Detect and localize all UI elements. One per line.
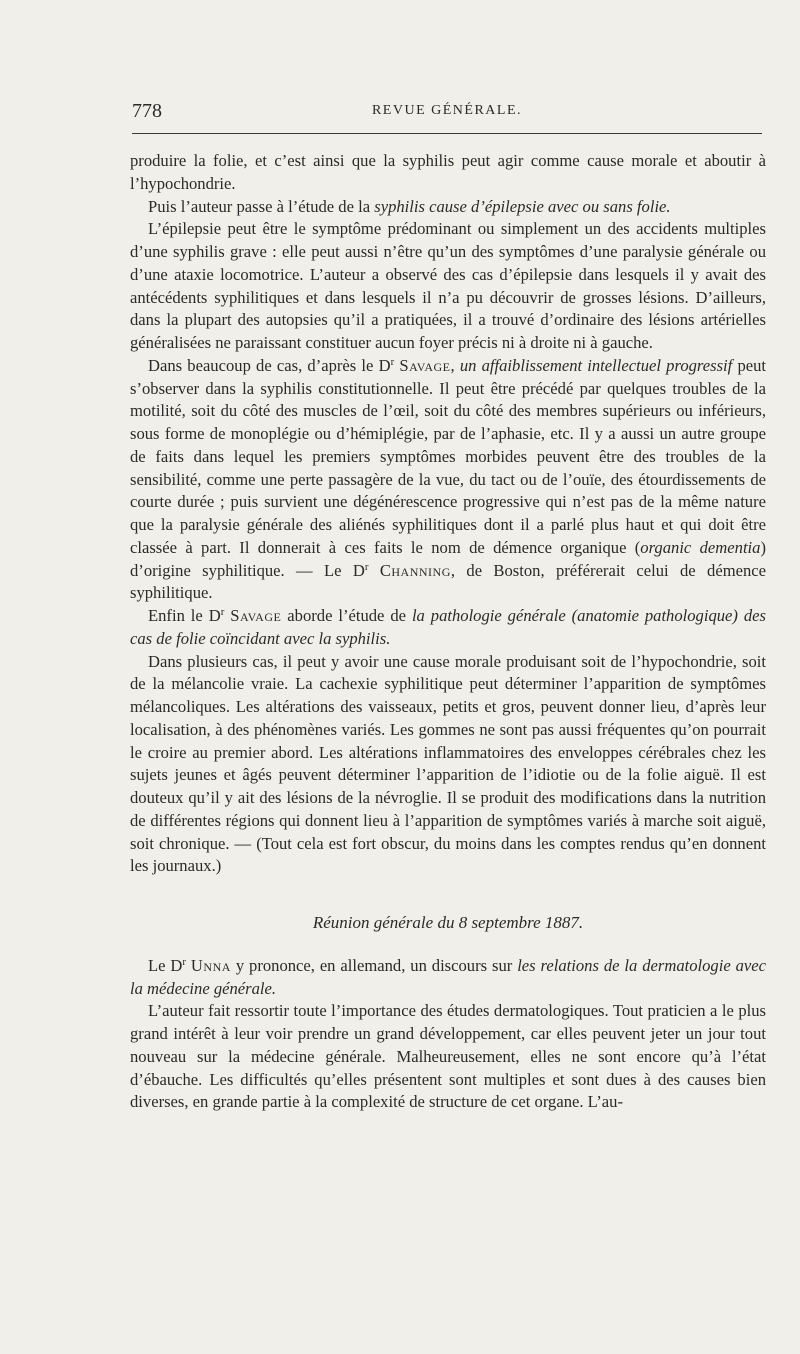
text-run: Puis l’auteur passe à l’étude de la [148,196,375,216]
text-run: , [450,355,460,375]
text-run: produire la folie, et c’est ainsi que la syphilis peut agir comme cause morale et aboutir à l’hypochondrie. [130,151,766,193]
author-name: Savage [399,355,451,375]
section-heading [130,912,766,935]
text-run: y prononce, en allemand, un discours sur [230,955,518,975]
page-header [132,100,762,124]
italic-text: syphilis cause d’épilepsie avec ou sans folie. [374,196,671,216]
text-run: aborde l’étude de [281,606,412,625]
text-run: Enfin le D [148,606,221,625]
superscript: r [364,560,369,573]
text-run: L’auteur fait ressortir toute l’importance des études dermatologiques. Tout praticien a le plus grand intérêt à leur voir prendre un grand développement, car elles peuvent jeter un jour tout nouveau sur la médecine générale. Malheureusement, elles ne sont encore qu’à l’état d’ébauche. Les difficultés qu’elles présentent sont multiples et sont dues à des causes bien diverses, en grande partie à la complexité de structure de cet organe. L’au- [130,1001,766,1112]
page-number: 778 [132,100,162,122]
italic-text: les relations de la dermatologie avec la médecine générale. [130,955,767,998]
text-run: peut s’observer dans la syphilis constitutionnelle. Il peut être précédé par quelques troubles de la motilité, soit du côté des muscles de l’œil, soit du côté des membres supérieurs ou inférieurs, sous forme de monoplégie ou d’hémiplégie, par de l’aphasie, etc. Il y a aussi un autre groupe de faits dans lequel les premiers symptômes morbides peuvent être des troubles de la sensibilité, comme une perte passagère de la vue, du tact ou de l’ouïe, des étourdissements de courte durée ; puis survient une dégénérescence progressive qui n’est pas de la même nature que la paralysie générale des aliénés syphilitiques dont il a parlé plus haut et qui doit être classée à part. Il donnerait à ces faits le nom de démence organique ( [130,355,767,557]
italic-text: un affaiblissement intellectuel progressif [459,355,733,375]
paragraph [130,605,766,651]
text-run: L’épilepsie peut être le symptôme prédominant ou simplement un des accidents multiples d’une syphilis grave : elle peut aussi n’être qu’un des symptômes d’une paralysie générale ou d’une ataxie locomotrice. L’auteur a observé des cas d’épilepsie dans lesquels il y avait des antécédents syphilitiques et dans lesquels il n’a pu découvrir de grosses lésions. D’ailleurs, dans la plupart des autopsies qu’il a pratiquées, il a trouvé d’ordinaire des lésions artérielles généralisées ne paraissant constituer aucun foyer précis ni à droite ni à gauche. [130,219,766,352]
body-text [130,150,766,1114]
text-run: Dans beaucoup de cas, d’après le D [148,355,391,375]
paragraph [130,196,766,219]
paragraph [130,150,766,196]
header-rule [132,133,762,134]
text-run: ) d’origine syphilitique. — Le D [130,537,766,580]
superscript: r [220,606,225,619]
author-name: Channing [379,560,451,580]
paragraph [130,218,766,355]
paragraph [130,1000,766,1114]
text-run: , de Boston, préférerait celui de démence syphilitique. [130,560,766,603]
superscript: r [182,955,186,968]
paragraph [130,955,766,1001]
superscript: r [390,355,395,368]
author-name: Unna [190,955,231,975]
text-run [368,561,379,580]
paragraph [130,355,766,605]
text-run: Réunion générale du 8 septembre 1887. [312,913,584,932]
italic-text: la pathologie générale (anatomie pathologique) des cas de folie coïncidant avec la syphilis. [130,606,766,648]
text-run: Dans plusieurs cas, il peut y avoir une cause morale produisant soit de l’hypochondrie, soit de la mélancolie vraie. La cachexie syphilitique peut déterminer l’apparition de symptômes mélancoliques. Les altérations des vaisseaux, petits et gros, peuvent donner lieu, d’après leur localisation, à des phénomènes variés. Les gommes ne sont pas aussi fréquentes qu’on pourrait le croire au premier abord. Les altérations inflammatoires des enveloppes cérébrales chez les sujets jeunes et âgés peuvent déterminer l’apparition de l’idiotie ou de la folie aiguë. Il est douteux qu’il y ait des lésions de la névroglie. Il se produit des modifications dans la nutrition de différentes régions qui donnent lieu à l’apparition de symptômes variés à marche soit aiguë, soit chronique. — (Tout cela est fort obscur, du moins dans les comptes rendus qu’en donnent les journaux.) [130,651,766,876]
running-title: REVUE GÉNÉRALE. [371,103,523,118]
author-name: Savage [230,606,282,625]
paragraph [130,651,766,879]
italic-text: organic dementia [640,537,761,557]
text-run: Le D [148,955,183,975]
